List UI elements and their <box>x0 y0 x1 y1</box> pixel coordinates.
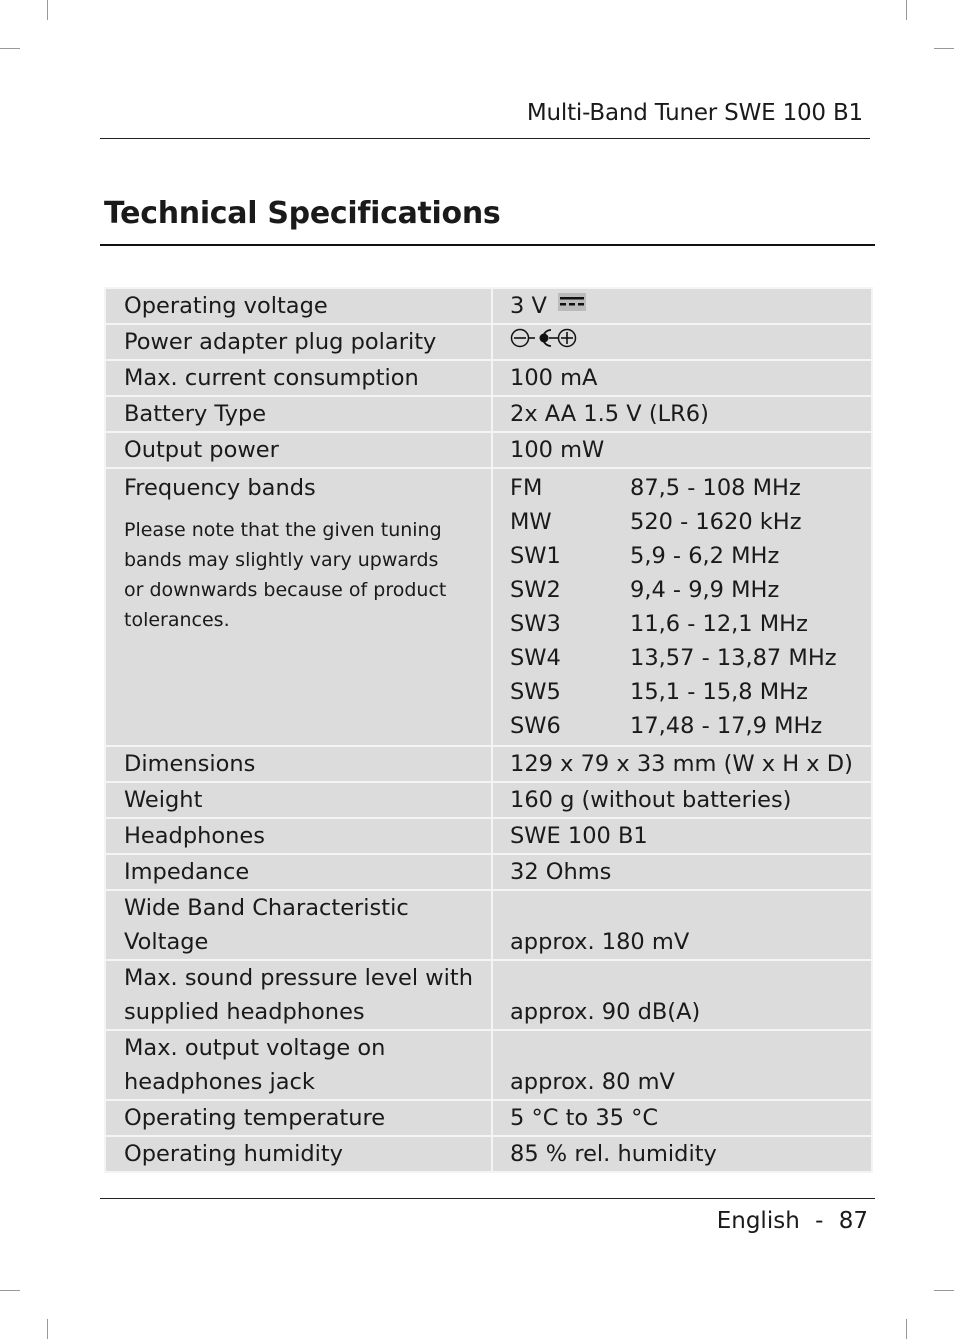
spec-label: Dimensions <box>105 746 492 782</box>
crop-mark-top-right-h <box>934 48 954 49</box>
spec-value: 5 °C to 35 °C <box>492 1100 872 1136</box>
band-range: 520 - 1620 kHz <box>630 509 802 535</box>
band-name: MW <box>510 509 552 535</box>
crop-mark-top-left-h <box>0 48 20 49</box>
spec-label: Weight <box>105 782 492 818</box>
band-range: 11,6 - 12,1 MHz <box>630 611 808 637</box>
frequency-bands-label: Frequency bands <box>124 475 316 501</box>
band-range: 9,4 - 9,9 MHz <box>630 577 780 603</box>
band-range: 5,9 - 6,2 MHz <box>630 543 780 569</box>
spec-value: 160 g (without batteries) <box>492 782 872 818</box>
spec-label: Operating humidity <box>105 1136 492 1172</box>
crop-mark-bottom-left-v <box>47 1319 48 1339</box>
spec-label <box>105 890 492 960</box>
spec-label-line: Voltage <box>124 929 209 955</box>
spec-value: 100 mA <box>492 360 872 396</box>
table-row <box>105 432 872 468</box>
spec-value: 32 Ohms <box>492 854 872 890</box>
table-row <box>105 468 872 746</box>
band-range: 87,5 - 108 MHz <box>630 475 801 501</box>
spec-label: Headphones <box>105 818 492 854</box>
dc-current-icon <box>558 287 586 321</box>
spec-label: Max. current consumption <box>105 360 492 396</box>
footer-separator: - <box>815 1208 824 1234</box>
spec-value: 2x AA 1.5 V (LR6) <box>492 396 872 432</box>
table-row <box>105 324 872 360</box>
band-row <box>510 709 853 743</box>
spec-label-line: Max. output voltage on <box>124 1035 386 1061</box>
polarity-symbol-icon <box>510 325 578 359</box>
band-row <box>510 573 853 607</box>
band-range: 17,48 - 17,9 MHz <box>630 713 823 739</box>
spec-value: 100 mW <box>492 432 872 468</box>
page-number: 87 <box>838 1208 868 1234</box>
section-title: Technical Specifications <box>104 196 501 231</box>
running-header: Multi-Band Tuner SWE 100 B1 <box>526 100 863 126</box>
table-row <box>105 1136 872 1172</box>
footer-rule <box>100 1198 875 1199</box>
spec-label <box>105 468 492 746</box>
frequency-band-list <box>492 468 872 746</box>
header-rule <box>100 138 870 139</box>
title-rule <box>100 244 875 246</box>
band-name: SW4 <box>510 645 561 671</box>
operating-voltage-value: 3 V <box>510 293 547 319</box>
table-row <box>105 854 872 890</box>
table-row <box>105 746 872 782</box>
band-name: SW6 <box>510 713 561 739</box>
spec-label: Output power <box>105 432 492 468</box>
table-row <box>105 360 872 396</box>
spec-value: SWE 100 B1 <box>492 818 872 854</box>
band-row <box>510 505 853 539</box>
table-row <box>105 960 872 1030</box>
spec-label-line: Max. sound pressure level with <box>124 965 473 991</box>
band-name: SW5 <box>510 679 561 705</box>
spec-label: Battery Type <box>105 396 492 432</box>
spec-value: approx. 90 dB(A) <box>492 960 872 1030</box>
band-name: FM <box>510 475 543 501</box>
band-range: 13,57 - 13,87 MHz <box>630 645 837 671</box>
band-row <box>510 675 853 709</box>
spec-label-line: Wide Band Characteristic <box>124 895 409 921</box>
spec-label-line: headphones jack <box>124 1069 315 1095</box>
crop-mark-bottom-right-h <box>934 1290 954 1291</box>
spec-label <box>105 960 492 1030</box>
band-row <box>510 641 853 675</box>
table-row <box>105 782 872 818</box>
spec-value <box>492 288 872 324</box>
band-row <box>510 471 853 505</box>
spec-table <box>104 287 873 1173</box>
spec-label: Power adapter plug polarity <box>105 324 492 360</box>
footer-language: English <box>716 1208 800 1234</box>
crop-mark-top-left-v <box>47 0 48 20</box>
spec-value: approx. 80 mV <box>492 1030 872 1100</box>
band-name: SW2 <box>510 577 561 603</box>
tolerance-note: Please note that the given tuning bands may slightly vary upwards or downwards because of product tolerances. <box>124 519 447 631</box>
spec-value: 85 % rel. humidity <box>492 1136 872 1172</box>
band-row <box>510 539 853 573</box>
spec-label: Operating temperature <box>105 1100 492 1136</box>
table-row <box>105 1100 872 1136</box>
spec-label <box>105 1030 492 1100</box>
spec-value: 129 x 79 x 33 mm (W x H x D) <box>492 746 872 782</box>
band-row <box>510 607 853 641</box>
band-name: SW3 <box>510 611 561 637</box>
spec-label-line: supplied headphones <box>124 999 365 1025</box>
table-row <box>105 890 872 960</box>
table-row <box>105 818 872 854</box>
spec-value: approx. 180 mV <box>492 890 872 960</box>
table-row <box>105 288 872 324</box>
spec-value <box>492 324 872 360</box>
crop-mark-bottom-right-v <box>906 1319 907 1339</box>
table-row <box>105 1030 872 1100</box>
spec-label: Operating voltage <box>105 288 492 324</box>
crop-mark-top-right-v <box>906 0 907 20</box>
crop-mark-bottom-left-h <box>0 1290 20 1291</box>
band-range: 15,1 - 15,8 MHz <box>630 679 808 705</box>
band-name: SW1 <box>510 543 561 569</box>
page-footer <box>717 1208 868 1234</box>
table-row <box>105 396 872 432</box>
spec-label: Impedance <box>105 854 492 890</box>
